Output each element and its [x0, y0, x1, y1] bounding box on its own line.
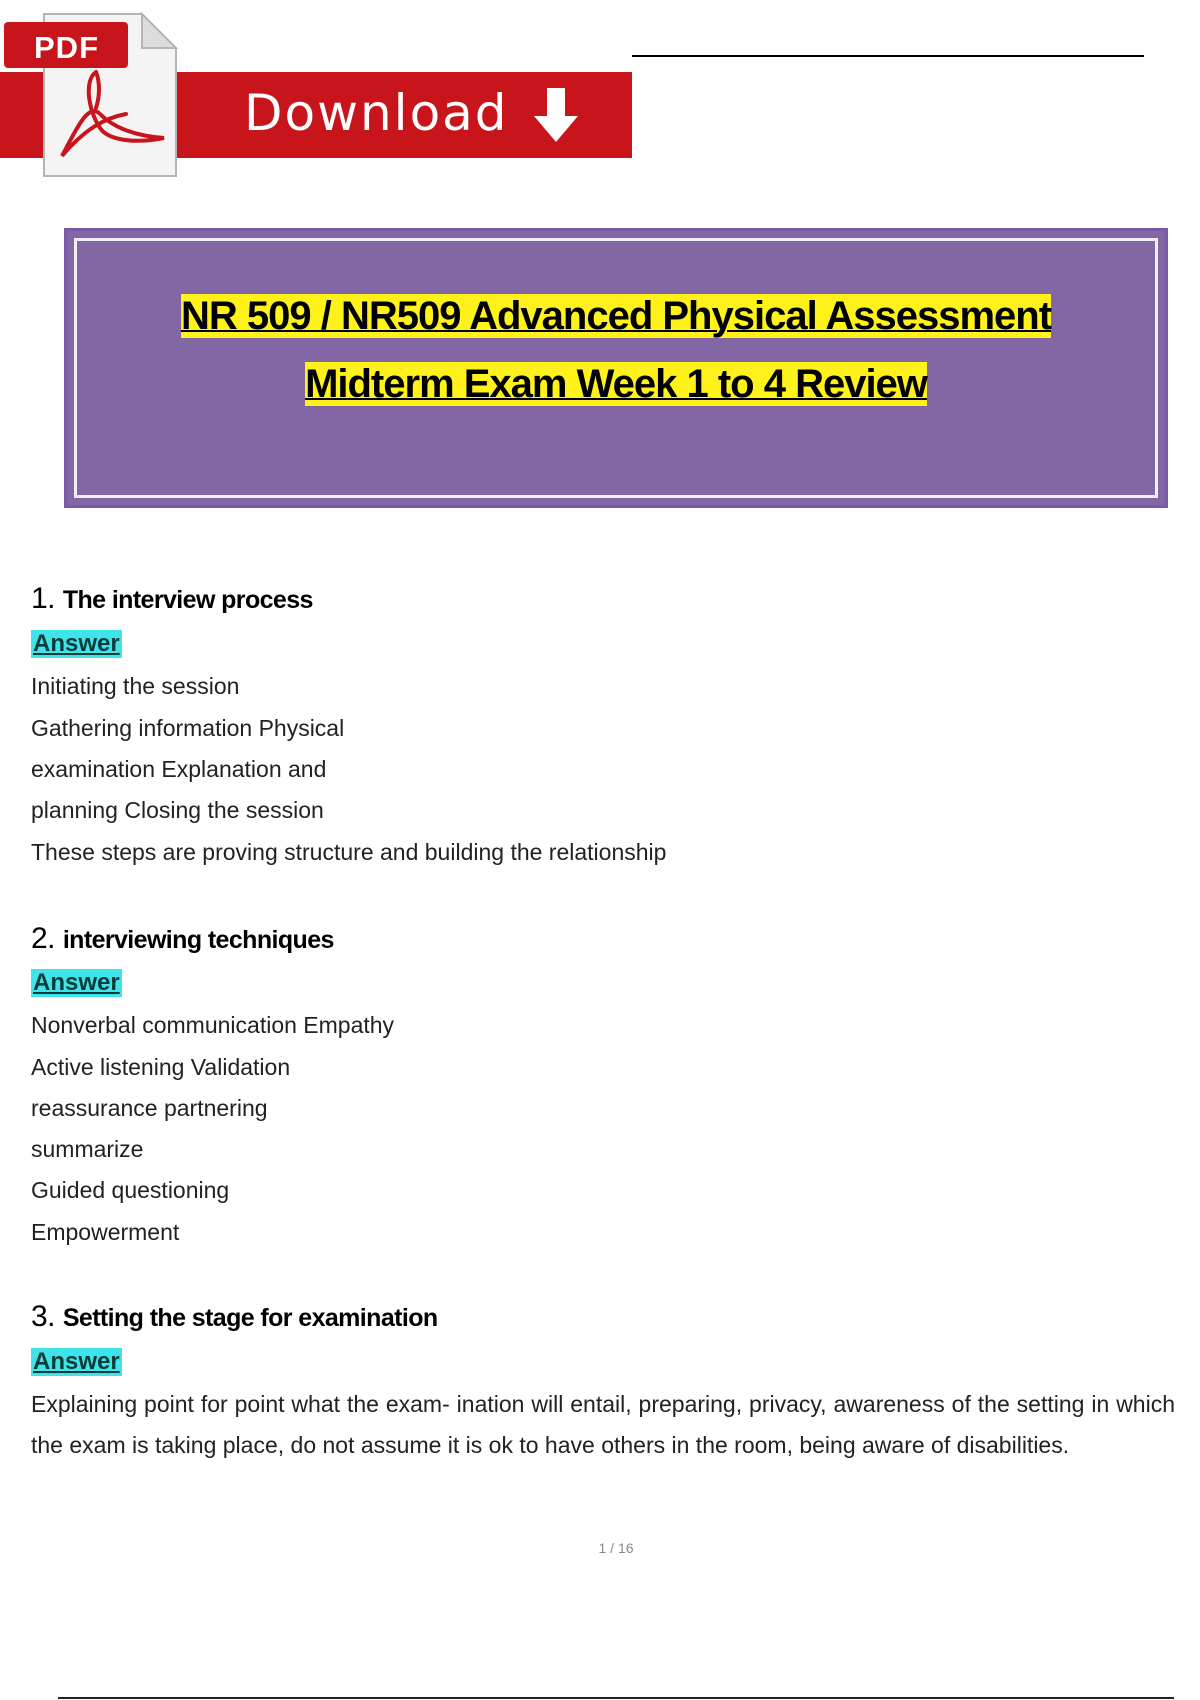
answer-line: planning Closing the session — [31, 797, 324, 823]
page-number: 1 / 16 — [598, 1540, 634, 1556]
title-box — [64, 228, 1168, 508]
answer-label: Answer — [33, 1348, 120, 1375]
download-label: Download — [244, 84, 509, 142]
answer-line: Initiating the session — [31, 673, 240, 699]
question-number: 3. — [31, 1300, 55, 1333]
question-number: 1. — [31, 582, 55, 615]
question-1 — [31, 582, 313, 616]
answer-line: examination Explanation and — [31, 756, 327, 782]
question-text: Setting the stage for examination — [62, 1304, 438, 1332]
question-text: The interview process — [62, 586, 313, 614]
footer-rule — [58, 1697, 1174, 1699]
answer-line: Empowerment — [31, 1219, 180, 1245]
question-number: 2. — [31, 922, 55, 955]
answer-line: These steps are proving structure and building the relationship — [31, 839, 667, 865]
answer-label: Answer — [33, 630, 120, 657]
question-3 — [31, 1300, 438, 1334]
question-text: interviewing techniques — [62, 926, 334, 954]
answer-label: Answer — [33, 969, 120, 996]
question-2 — [31, 922, 334, 956]
title-inner-frame — [74, 238, 1158, 498]
answer-paragraph: Explaining point for point what the exam- ination will entail, preparing, privacy, awareness of the setting in which the exam is taking place, do not assume it is ok to have others in the room, being aware of disabilities. — [31, 1391, 1175, 1458]
answer-line: Nonverbal communication Empathy — [31, 1012, 395, 1038]
answer-line: reassurance partnering — [31, 1095, 268, 1121]
download-arrow-icon — [528, 86, 584, 146]
answer-line: Guided questioning — [31, 1177, 230, 1203]
pdf-file-icon[interactable] — [4, 10, 180, 180]
header-rule — [632, 55, 1144, 57]
answer-line: Gathering information Physical — [31, 715, 345, 741]
pdf-tag: PDF — [34, 30, 99, 65]
title-line-1: NR 509 / NR509 Advanced Physical Assessment — [180, 294, 1052, 338]
answer-line: summarize — [31, 1136, 144, 1162]
title-line-2: Midterm Exam Week 1 to 4 Review — [305, 362, 927, 406]
answer-line: Active listening Validation — [31, 1054, 291, 1080]
